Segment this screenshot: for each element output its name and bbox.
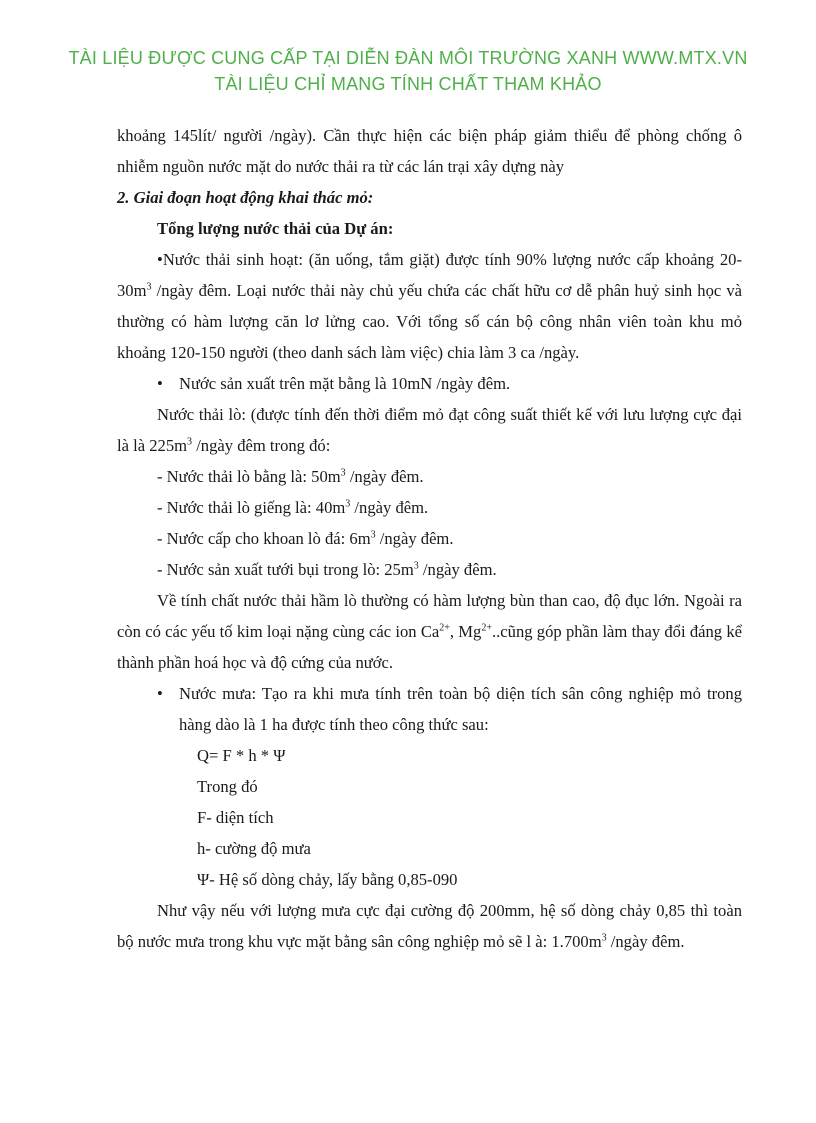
superscript: 3 xyxy=(187,436,193,448)
superscript: 3 xyxy=(413,560,419,572)
formula-equation: Q= F * h * Ψ xyxy=(197,746,286,765)
properties-paragraph xyxy=(117,585,742,678)
banner-line-1: TÀI LIỆU ĐƯỢC CUNG CẤP TẠI DIỄN ĐÀN MÔI TRƯỜNG XANH WWW.MTX.VN xyxy=(68,48,748,68)
dash-item xyxy=(117,523,742,554)
dash-item xyxy=(117,461,742,492)
formula-psi-definition: Ψ- Hệ số dòng chảy, lấy bằng 0,85-090 xyxy=(197,870,458,889)
dash-item xyxy=(117,492,742,523)
text: - Nước sản xuất tưới bụi trong lò: 25m xyxy=(157,560,414,579)
text: - Nước thải lò giếng là: 40m xyxy=(157,498,346,517)
superscript: 2+ xyxy=(439,622,450,634)
superscript: 3 xyxy=(601,932,607,944)
text: - Nước thải lò bằng là: 50m xyxy=(157,467,341,486)
superscript: 2+ xyxy=(481,622,492,634)
text: /ngày đêm. xyxy=(375,529,454,548)
intro-paragraph: khoảng 145lít/ người /ngày). Cần thực hiện các biện pháp giảm thiểu để phòng chống ô nhiễm nguồn nước mặt do nước thải ra từ các lán trại xây dựng này xyxy=(117,126,742,176)
superscript: 3 xyxy=(146,281,152,293)
superscript: 3 xyxy=(345,498,351,510)
text: /ngày đêm. xyxy=(606,932,685,951)
formula-f-definition: F- diện tích xyxy=(197,808,274,827)
dash-item xyxy=(117,554,742,585)
text: , Mg xyxy=(449,622,482,641)
bullet-text: Nước mưa: Tạo ra khi mưa tính trên toàn bộ diện tích sân công nghiệp mỏ trong hàng dào là 1 ha được tính theo công thức sau: xyxy=(179,684,742,734)
document-body xyxy=(117,120,742,957)
conclusion-paragraph xyxy=(117,895,742,957)
text: Về tính chất nước thải hầm lò thường có hàm lượng bùn than cao, độ đục lớn. Ngoài ra còn có các yếu tố kim loại nặng cùng các ion Ca xyxy=(117,591,742,641)
text: - Nước cấp cho khoan lò đá: 6m xyxy=(157,529,371,548)
text: /ngày đêm. xyxy=(345,467,424,486)
bullet-text: Nước thải sinh hoạt: (ăn uống, tắm giặt) được tính 90% lượng nước cấp khoảng 20-30m xyxy=(117,250,742,300)
text: /ngày đêm trong đó: xyxy=(192,436,331,455)
banner-line-2: TÀI LIỆU CHỈ MANG TÍNH CHẤT THAM KHẢO xyxy=(214,74,602,94)
formula-where: Trong đó xyxy=(197,777,258,796)
bullet-text: /ngày đêm. Loại nước thải này chủ yếu chứa các chất hữu cơ dễ phân huỷ sinh học và thường có hàm lượng căn lơ lửng cao. Với tổng số cán bộ công nhân viên toàn khu mỏ khoảng 120-150 người (theo danh sách làm việc) chia làm 3 ca /ngày. xyxy=(117,281,742,362)
superscript: 3 xyxy=(370,529,376,541)
mine-water-paragraph xyxy=(117,399,742,461)
bullet-text: Nước sản xuất trên mặt bằng là 10mN /ngày đêm. xyxy=(179,374,511,393)
text: Như vậy nếu với lượng mưa cực đại cường độ 200mm, hệ số dòng chảy 0,85 thì toàn bộ nước mưa trong khu vực mặt bằng sân công nghiệp mỏ sẽ l à: 1.700m xyxy=(117,901,742,951)
section-heading: 2. Giai đoạn hoạt động khai thác mỏ: xyxy=(117,188,374,207)
superscript: 3 xyxy=(340,467,346,479)
text: /ngày đêm. xyxy=(418,560,497,579)
formula-h-definition: h- cường độ mưa xyxy=(197,839,311,858)
bullet-icon: • xyxy=(157,684,163,703)
text: Nước thải lò: (được tính đến thời điểm mỏ đạt công suất thiết kế với lưu lượng cực đại là là 225m xyxy=(117,405,742,455)
subheading: Tổng lượng nước thải của Dự án: xyxy=(157,219,394,238)
bullet-icon: • xyxy=(157,250,163,269)
text: /ngày đêm. xyxy=(350,498,429,517)
bullet-domestic-wastewater xyxy=(117,244,742,368)
text: ..cũng góp phần làm thay đổi đáng kể thành phần hoá học và độ cứng của nước. xyxy=(117,622,743,672)
bullet-icon: • xyxy=(157,374,163,393)
bullet-production-water xyxy=(117,368,742,399)
bullet-rainwater xyxy=(117,678,742,740)
